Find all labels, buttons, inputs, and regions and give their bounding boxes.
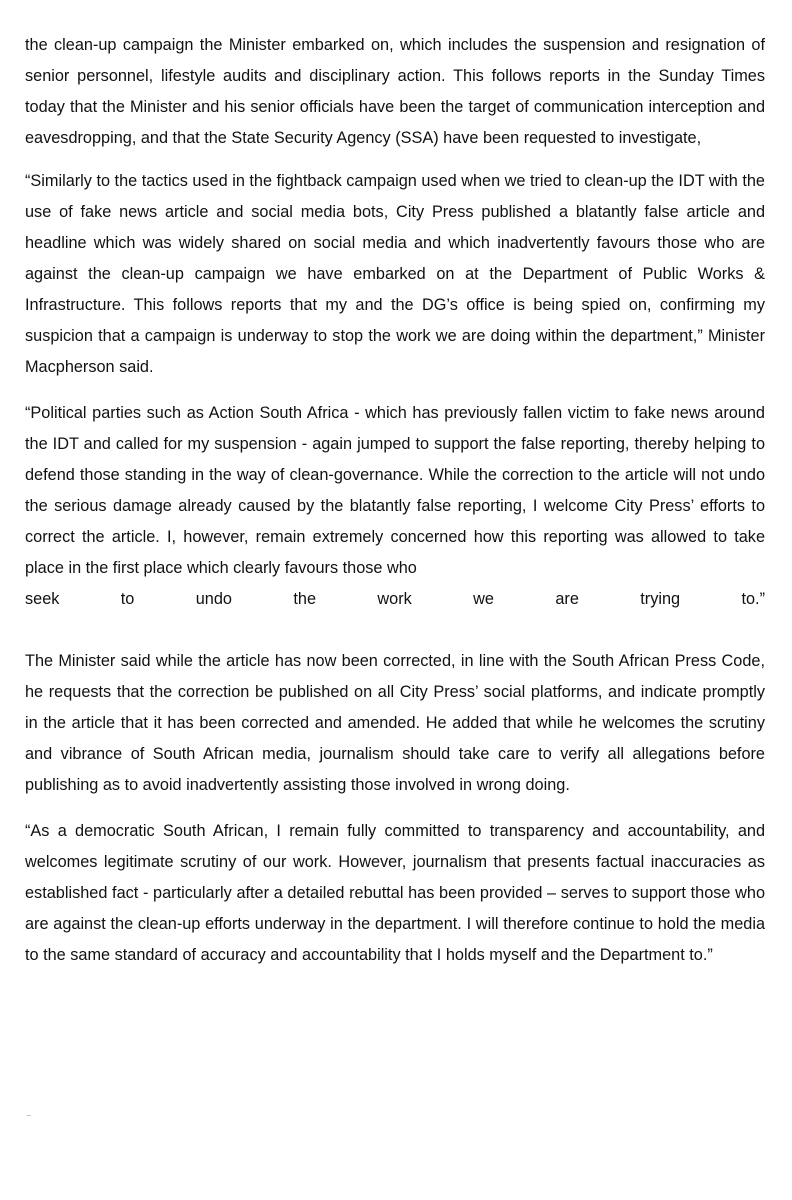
paragraph-3: “Political parties such as Action South Africa - which has previously fallen victim to fake news around the IDT and called for my suspension - again jumped to support the false reporting, thereby helping to defend those standing in the way of clean-governance. While the correction to the article will not undo the serious damage already caused by the blatantly false reporting, I welcome City Press’ efforts to correct the article. I, however, remain extremely concerned how this reporting was allowed to take place in the first place which clearly favours those who: [25, 404, 765, 577]
word-to-end: to.”: [741, 590, 765, 608]
word-work: work: [377, 590, 412, 608]
word-trying: trying: [640, 590, 681, 608]
word-are: are: [555, 590, 579, 608]
word-the: the: [293, 590, 316, 608]
word-we: we: [473, 590, 494, 608]
word-seek: seek: [25, 590, 60, 608]
word-undo: undo: [195, 590, 232, 608]
document-page: [25, 30, 765, 983]
paragraph-2: “Similarly to the tactics used in the fightback campaign used when we tried to clean-up the IDT with the use of fake news article and social media bots, City Press published a blatantly false article and headline which was widely shared on social media and which inadvertently favours those who are against the clean-up campaign we have embarked on at the Department of Public Works & Infrastructure. This follows reports that my and the DG’s office is being spied on, confirming my suspicion that a campaign is underway to stop the work we are doing within the department,” Minister Macpherson said.: [25, 172, 765, 376]
paragraph-4: The Minister said while the article has now been corrected, in line with the South African Press Code, he requests that the correction be published on all City Press’ social platforms, and indicate promptly in the article that it has been corrected and amended. He added that while he welcomes the scrutiny and vibrance of South African media, journalism should take care to verify all allegations before publishing as to avoid inadvertently assisting those involved in wrong doing.: [25, 652, 765, 794]
paragraph-3-last-line: [25, 584, 765, 615]
word-to: to: [120, 590, 135, 608]
paragraph-5: “As a democratic South African, I remain fully committed to transparency and accountability, and welcomes legitimate scrutiny of our work. However, journalism that presents factual inaccuracies as established fact - particularly after a detailed rebuttal has been provided – serves to support those who are against the clean-up efforts underway in the department. I will therefore continue to hold the media to the same standard of accuracy and accountability that I holds myself and the Department to.”: [25, 822, 765, 964]
paragraph-1: the clean-up campaign the Minister embarked on, which includes the suspension and resignation of senior personnel, lifestyle audits and disciplinary action. This follows reports in the Sunday Times today that the Minister and his senior officials have been the target of communication interception and eavesdropping, and that the State Security Agency (SSA) have been requested to investigate,: [25, 36, 765, 147]
footer-mark: –: [27, 1112, 31, 1119]
